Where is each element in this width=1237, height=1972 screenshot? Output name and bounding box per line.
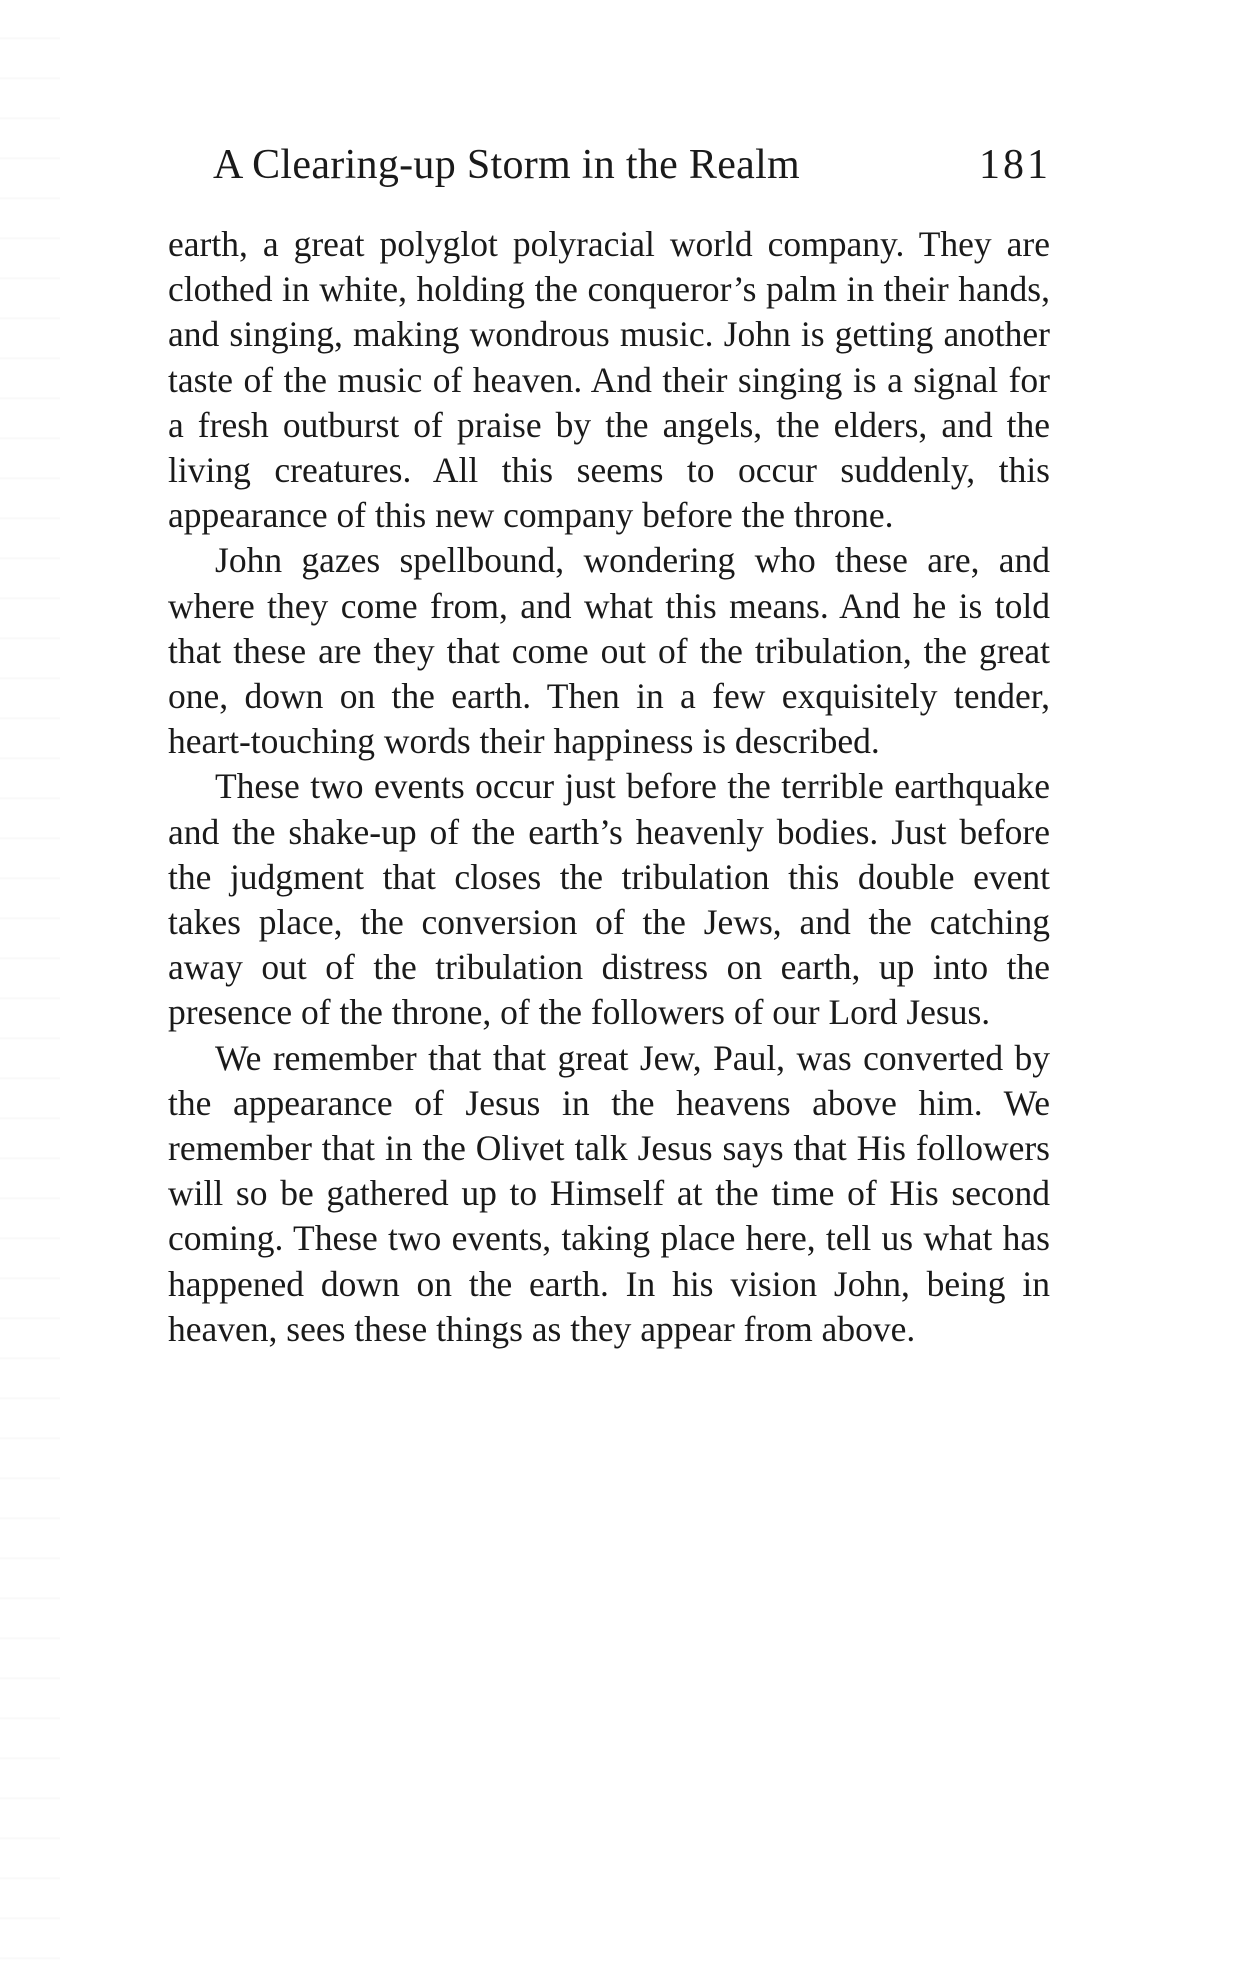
paragraph-3: These two events occur just before the terrible earthquake and the shake-up of the earth’s heavenly bodies. Just before the judgment that closes the tribulation this double event takes place, the conversion of the Jews, and the catching away out of the tribulation distress on earth, up into the presence of the throne, of the followers of our Lord Jesus. (168, 766, 1050, 1033)
paragraph-1: earth, a great polyglot polyracial world company. They are clothed in white, holding the conqueror’s palm in their hands, and singing, making wondrous music. John is getting another taste of the music of heaven. And their singing is a signal for a fresh outburst of praise by the angels, the elders, and the living creatures. All this seems to occur suddenly, this appearance of this new company before the throne. (168, 224, 1050, 536)
scan-edge-texture (0, 0, 60, 1972)
paragraph-2: John gazes spellbound, wondering who these are, and where they come from, and what this means. And he is told that these are they that come out of the tribulation, the great one, down on the earth. Then in a few exquisitely tender, heart-touching words their happiness is described. (168, 540, 1050, 762)
paragraph-4: We remember that that great Jew, Paul, was converted by the appearance of Jesus in the heavens above him. We remember that in the Olivet talk Jesus says that His followers will so be gathered up to Himself at the time of His second coming. These two events, taking place here, tell us what has happened down on the earth. In his vision John, being in heaven, sees these things as they appear from above. (168, 1037, 1050, 1349)
running-title: A Clearing-up Storm in the Realm (213, 142, 801, 188)
running-header (213, 138, 1051, 192)
page-number: 181 (979, 142, 1051, 188)
body-text (168, 222, 1050, 1352)
